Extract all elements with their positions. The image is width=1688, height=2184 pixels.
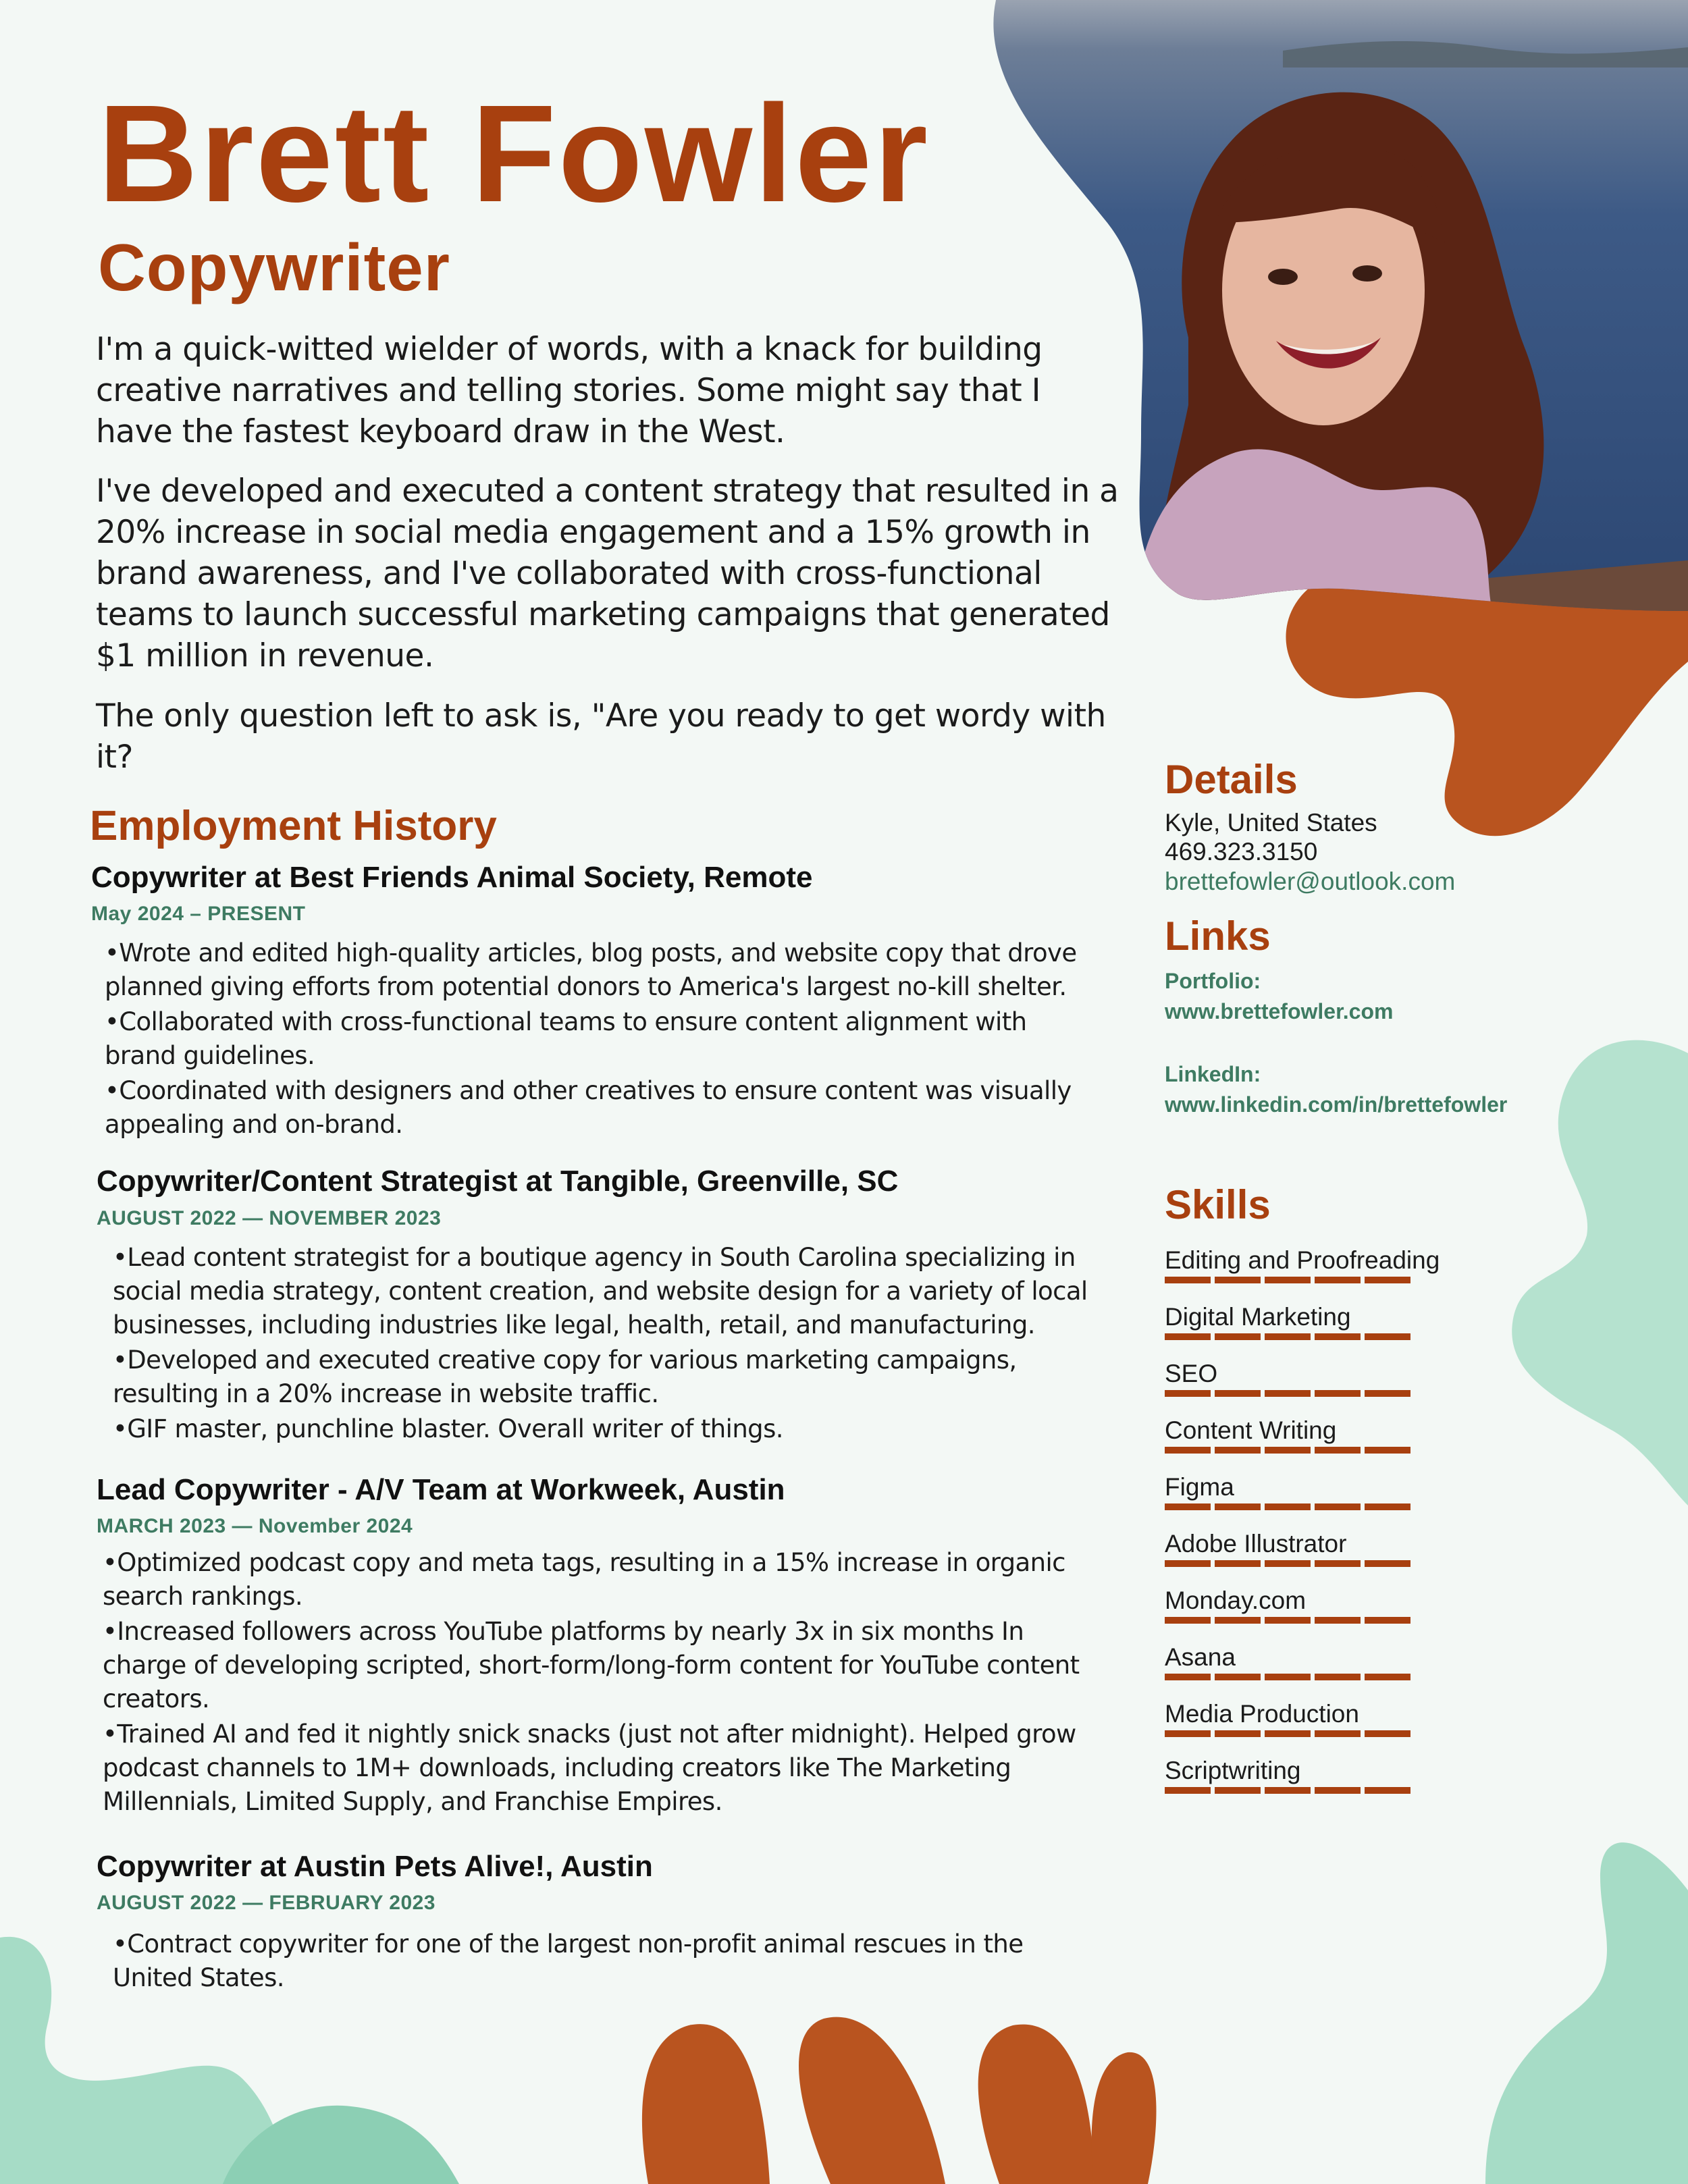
skill-level-segment	[1215, 1390, 1261, 1397]
skill-level-bar	[1165, 1617, 1448, 1624]
skill-name: Adobe Illustrator	[1165, 1530, 1347, 1557]
skill-item	[1165, 1529, 1448, 1567]
skill-level-segment	[1265, 1617, 1311, 1624]
skill-level-segment	[1315, 1503, 1361, 1510]
skill-level-segment	[1215, 1617, 1261, 1624]
list-item: •Contract copywriter for one of the largest non-profit animal rescues in the United States.	[113, 1929, 1024, 1992]
links-heading: Links	[1165, 913, 1271, 959]
skill-item	[1165, 1756, 1448, 1794]
skill-level-segment	[1365, 1390, 1410, 1397]
skill-name: Monday.com	[1165, 1587, 1307, 1614]
list-item: •Increased followers across YouTube platforms by nearly 3x in six months In charge of developing scripted, short-form/long-form content for YouTube content creators.	[103, 1617, 1080, 1713]
skill-level-segment	[1215, 1277, 1261, 1283]
list-item: •Optimized podcast copy and meta tags, resulting in a 15% increase in organic search rankings.	[103, 1548, 1065, 1611]
skill-level-segment	[1365, 1333, 1410, 1340]
skill-level-segment	[1165, 1560, 1211, 1567]
skill-item	[1165, 1416, 1448, 1454]
skill-level-segment	[1265, 1390, 1311, 1397]
skill-level-segment	[1165, 1674, 1211, 1680]
skill-name: Figma	[1165, 1473, 1234, 1501]
skill-level-segment	[1215, 1503, 1261, 1510]
skill-name: Content Writing	[1165, 1416, 1337, 1444]
skill-level-segment	[1165, 1617, 1211, 1624]
skill-name: Digital Marketing	[1165, 1303, 1351, 1331]
skill-level-segment	[1165, 1333, 1211, 1340]
skill-item	[1165, 1472, 1448, 1510]
portfolio-label: Portfolio:	[1165, 969, 1261, 993]
person-name: Brett Fowler	[98, 76, 930, 231]
skill-level-segment	[1365, 1447, 1410, 1454]
skill-level-bar	[1165, 1730, 1448, 1737]
mint-blob-right	[1512, 1040, 1688, 1506]
skill-name: Media Production	[1165, 1700, 1359, 1728]
skill-level-bar	[1165, 1560, 1448, 1567]
skill-level-segment	[1315, 1617, 1361, 1624]
job-2-date: AUGUST 2022 — NOVEMBER 2023	[97, 1207, 442, 1229]
skill-level-segment	[1315, 1333, 1361, 1340]
skill-level-segment	[1265, 1447, 1311, 1454]
details-heading: Details	[1165, 757, 1298, 802]
skill-level-segment	[1215, 1560, 1261, 1567]
skill-level-segment	[1315, 1560, 1361, 1567]
skill-level-segment	[1315, 1447, 1361, 1454]
summary-paragraph-2: I've developed and executed a content strategy that resulted in a 20% increase in social media engagement and a 15% growth in brand awareness, and I've collaborated with cross-functional teams to launch successful marketing campaigns that generated $1 million in revenue.	[96, 473, 1119, 674]
skill-level-segment	[1215, 1674, 1261, 1680]
job-4-title: Copywriter at Austin Pets Alive!, Austin	[97, 1850, 653, 1883]
list-item: •GIF master, punchline blaster. Overall writer of things.	[113, 1414, 783, 1443]
skill-item	[1165, 1586, 1448, 1624]
details-phone: 469.323.3150	[1165, 838, 1318, 865]
skill-level-segment	[1165, 1390, 1211, 1397]
skill-level-segment	[1315, 1730, 1361, 1737]
summary-paragraph-3: The only question left to ask is, "Are you ready to get wordy with it?	[96, 697, 1106, 776]
skill-level-segment	[1365, 1503, 1410, 1510]
list-item: •Trained AI and fed it nightly snick snacks (just not after midnight). Helped grow podcast channels to 1M+ downloads, including creators like The Marketing Millennials, Limited Supply, and Franchise Empires.	[103, 1720, 1076, 1816]
portfolio-link[interactable]: www.brettefowler.com	[1165, 999, 1394, 1023]
employment-history-heading: Employment History	[90, 803, 497, 849]
orange-petal-4	[1092, 2052, 1157, 2184]
skill-level-segment	[1265, 1674, 1311, 1680]
linkedin-label: LinkedIn:	[1165, 1062, 1261, 1086]
skill-level-segment	[1215, 1730, 1261, 1737]
job-3-title: Lead Copywriter - A/V Team at Workweek, Austin	[97, 1473, 785, 1506]
skill-level-segment	[1215, 1447, 1261, 1454]
skill-item	[1165, 1359, 1448, 1397]
linkedin-link[interactable]: www.linkedin.com/in/brettefowler	[1165, 1092, 1508, 1117]
mint-blob-bottom-right	[1485, 1842, 1688, 2184]
list-item: •Collaborated with cross-functional teams to ensure content alignment with brand guidelines.	[105, 1007, 1027, 1070]
skill-level-segment	[1265, 1787, 1311, 1794]
skill-level-bar	[1165, 1447, 1448, 1454]
skill-level-segment	[1165, 1503, 1211, 1510]
skill-level-segment	[1365, 1277, 1410, 1283]
job-1-date: May 2024 – PRESENT	[91, 903, 306, 925]
skill-level-segment	[1265, 1730, 1311, 1737]
skill-level-segment	[1165, 1277, 1211, 1283]
job-4-bullets	[113, 1927, 1045, 1996]
details-location: Kyle, United States	[1165, 809, 1377, 836]
skill-level-segment	[1215, 1787, 1261, 1794]
list-item: •Lead content strategist for a boutique agency in South Carolina specializing in social media strategy, content creation, and website design for a variety of local businesses, including industries like legal, health, retail, and manufacturing.	[113, 1243, 1088, 1339]
skill-level-bar	[1165, 1674, 1448, 1680]
skill-level-segment	[1365, 1787, 1410, 1794]
job-3-bullets	[103, 1546, 1102, 1820]
skill-level-bar	[1165, 1503, 1448, 1510]
job-1-bullets	[105, 936, 1104, 1143]
skill-level-bar	[1165, 1277, 1448, 1283]
skill-name: Asana	[1165, 1643, 1236, 1671]
skill-level-segment	[1365, 1560, 1410, 1567]
skill-item	[1165, 1699, 1448, 1737]
skill-name: Editing and Proofreading	[1165, 1246, 1440, 1274]
skill-level-segment	[1265, 1333, 1311, 1340]
skill-level-segment	[1315, 1787, 1361, 1794]
skill-level-segment	[1215, 1333, 1261, 1340]
orange-petal-2	[799, 2017, 945, 2184]
summary-paragraph-1: I'm a quick-witted wielder of words, with a knack for building creative narratives and telling stories. Some might say that I have the fastest keyboard draw in the West.	[96, 331, 1043, 450]
skill-level-bar	[1165, 1333, 1448, 1340]
skills-heading: Skills	[1165, 1182, 1271, 1227]
skill-item	[1165, 1643, 1448, 1680]
skill-level-segment	[1315, 1390, 1361, 1397]
job-1-title: Copywriter at Best Friends Animal Society, Remote	[91, 861, 813, 894]
skill-level-segment	[1365, 1674, 1410, 1680]
skill-name: SEO	[1165, 1360, 1218, 1387]
skill-level-segment	[1315, 1674, 1361, 1680]
job-2-bullets	[113, 1241, 1112, 1447]
skill-level-segment	[1315, 1277, 1361, 1283]
skill-level-segment	[1265, 1503, 1311, 1510]
orange-petal-3	[978, 2025, 1094, 2184]
job-2-title: Copywriter/Content Strategist at Tangible, Greenville, SC	[97, 1165, 899, 1198]
skill-level-segment	[1265, 1560, 1311, 1567]
list-item: •Coordinated with designers and other creatives to ensure content was visually appealing and on-brand.	[105, 1076, 1072, 1139]
skill-level-segment	[1165, 1787, 1211, 1794]
skill-name: Scriptwriting	[1165, 1757, 1301, 1784]
job-title-headline: Copywriter	[98, 230, 450, 304]
skill-level-bar	[1165, 1787, 1448, 1794]
skill-level-segment	[1165, 1730, 1211, 1737]
skill-level-segment	[1165, 1447, 1211, 1454]
details-email-link[interactable]: brettefowler@outlook.com	[1165, 868, 1456, 895]
skill-item	[1165, 1246, 1448, 1283]
skill-level-segment	[1365, 1617, 1410, 1624]
list-item: •Developed and executed creative copy for various marketing campaigns, resulting in a 20% increase in website traffic.	[113, 1346, 1017, 1408]
orange-petal-1	[642, 2024, 770, 2184]
skill-level-bar	[1165, 1390, 1448, 1397]
skill-level-segment	[1265, 1277, 1311, 1283]
list-item: •Wrote and edited high-quality articles, blog posts, and website copy that drove planned giving efforts from potential donors to America's largest no-kill shelter.	[105, 938, 1077, 1001]
job-4-date: AUGUST 2022 — FEBRUARY 2023	[97, 1892, 436, 1914]
job-3-date: MARCH 2023 — November 2024	[97, 1515, 413, 1537]
skill-level-segment	[1365, 1730, 1410, 1737]
skill-item	[1165, 1302, 1448, 1340]
